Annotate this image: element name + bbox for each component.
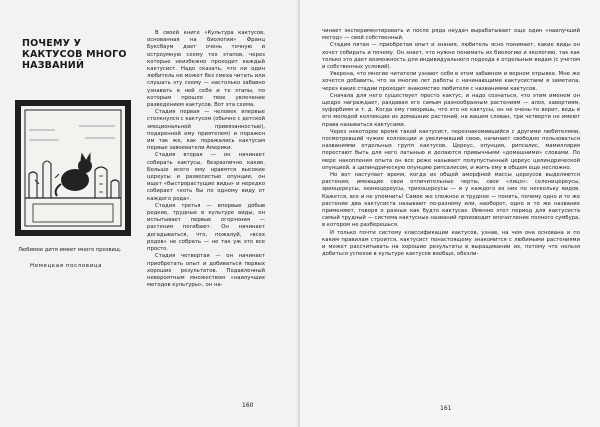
right-page	[300, 0, 600, 427]
paragraph: Стадия четвертая — он начинает приобретать опыт и добиваться первых хороших результатов. Подавленный невероятным множеством «наилучших методов культуры», он на-	[147, 253, 265, 289]
chapter-title: ПОЧЕМУ У КАКТУСОВ МНОГО НАЗВАНИЙ	[22, 38, 127, 71]
paragraph: Стадия пятая — приобретая опыт и знания, любитель ясно понимает, какие виды он хочет собирать и почему. Он знает, что нужно понимать их биологию и экологию, так как только это дает возможность для индивидуального подхода к отдельным видам (с учетом и собственных условий).	[322, 42, 580, 71]
paragraph: Но вот наступает время, когда из общей аморфной массы цереусов выделяются растения, имеющие свои отличительные черты, свое «лицо»: селеницереусы, эриоцереусы, эхиноцереусы, трихоцереусы — и у каждого из них по нескольку видов. Кажется, все и не упомнить! Самое же сложное и трудное — понять, почему одно и то же растение два кактусиста называют по-разному или, наоборот, одно и то же название применяют, говоря о разных как будто кактусах. Именно этот период для кактусиста самый трудный — система кактусных названий производит впечатление полного сумбура, в котором не разберешься.	[322, 172, 580, 229]
paragraph: Через некоторое время такой кактусист, перезнакомившийся с другими любителями, посмотревший чужие коллекции и увеличивший свою, начинает свободно пользоваться названиями отдельных групп кактусов. Цереус, опунция, рипсалис, мамиллярия перестают быть для него латынью и делаются привычными «домашними» словами. По мере накопления опыта он все реже называет полупустынный цереус цилиндрической опунцией, а цилиндрическую опунцию рипсалисом, и жить ему в общем еще несложно.	[322, 128, 580, 171]
paragraph: Стадия третья — впервые добыв редкие, трудные в культуре виды, он испытывает первые огорчения — растения погибают. Он начинает догадываться, что, пожалуй, «всех родов» не собрать — не так уж это все просто.	[147, 202, 265, 253]
illustration-drawing	[15, 100, 131, 236]
paragraph: чинает экспериментировать и после ряда неудач вырабатывает еще один «наилучший метод» — свой собственный.	[322, 28, 580, 42]
cat-with-cacti-illustration	[15, 100, 131, 236]
right-text-column	[322, 28, 580, 400]
left-text-column	[147, 30, 265, 400]
paragraph: Уверена, что многие читатели узнают себя в этом забавном и верном отрывке. Мне же хочется добавить, что за многие лет работы с начинающими кактусистами я заметила, через какие стадии проходит знакомство любителя с названиями кактусов.	[322, 71, 580, 92]
paragraph: И только почти систему классификации кактусов, узнав, на чем она основана и по каким правилам строится, кактусист понастоящему знакомится с любимыми растениями и может рассчитывать на хорошие результаты в выращивании их, потому что нельзя добиться успехов в культуре кактусов вообще, обезли-	[322, 229, 580, 258]
paragraph: Стадия первая — человек впервые столкнулся с кактусом (обычно с детской эмоциональной привязанностью), подаренной ему приятелем) и поражен им так же, как поражались кактусам первые завоеватели Америки.	[147, 109, 265, 152]
paragraph: Стадия вторая — он начинает собирать кактусы, безразлично какие. Больше всего ему нравятся высокие цереусы и развесистые опунции, он ищет «быстрорастущие виды» и нередко собирает «хоть бы по одному виду от каждого рода».	[147, 152, 265, 202]
illustration-caption: Любимое дитя имеет много прозвищ.	[18, 247, 122, 253]
page-number-right: 161	[440, 405, 452, 412]
paragraph: Сначала для него существует просто кактус, и надо сознаться, что этим именем он щедро награждает, раздавая его самым разнообразным растениям — алоэ, хавортиям, эуфорбиям и т. д. Когда ему говоришь, что это не кактусы, он не очень-то верит, ведь в его молодой коллекции из домашних растений, на вашем слован, три четверти не имеют права называться кактусами.	[322, 92, 580, 128]
caption-source: Немецкая пословица	[30, 263, 103, 269]
page-number-left: 160	[242, 402, 254, 409]
paragraph: В своей книге «Культура кактусов, основанная на биологии» Франц Буксбаум дает очень точную и остроумную схему тех этапов, через которые неизбежно проходит каждый кактусист. Надо сказать, что ни один любитель не может без смеха читать или слушать эту схему — настолько забавно узнавать в ней себя и те этапы, по которым прошло твое увлечение разведением кактусов. Вот эта схема.	[147, 30, 265, 109]
